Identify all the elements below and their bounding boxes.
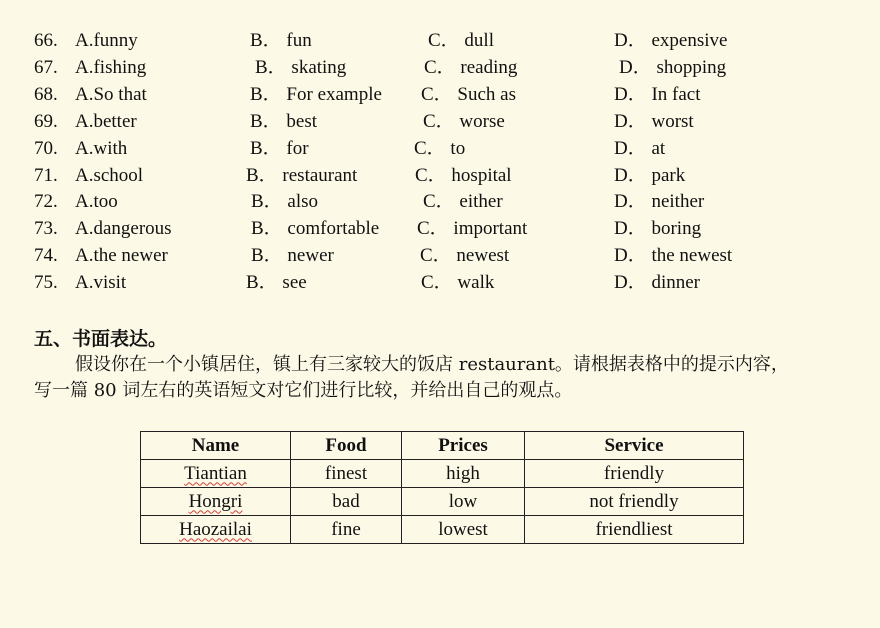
question-number: 68. (34, 83, 58, 105)
option-b: B． for (250, 137, 309, 159)
question-number: 72. (34, 191, 58, 213)
option-d: D． boring (614, 218, 702, 240)
option-d: D． park (614, 164, 686, 186)
option-b: B． also (251, 191, 319, 213)
option-d: D． at (614, 137, 666, 159)
table-row (141, 516, 744, 544)
option-c: C． newest (420, 245, 510, 267)
instruction-line-2: 写一篇 80 词左右的英语短文对它们进行比较，并给出自己的观点。 (34, 380, 573, 401)
option-c: C． hospital (415, 164, 512, 186)
question-number: 75. (34, 272, 58, 294)
option-a: A.So that (75, 83, 147, 105)
option-a: A.dangerous (75, 218, 172, 240)
header-food: Food (291, 432, 402, 460)
option-d: D． the newest (614, 245, 733, 267)
option-b: B． restaurant (246, 164, 358, 186)
table-row (141, 460, 744, 488)
option-a: A.the newer (75, 245, 168, 267)
option-b: B． best (250, 110, 318, 132)
option-b: B． comfortable (251, 218, 380, 240)
option-c: C． to (414, 137, 466, 159)
option-d: D． shopping (619, 56, 727, 78)
cell-food: finest (291, 460, 402, 488)
option-b: B． fun (250, 30, 312, 51)
header-prices: Prices (402, 432, 525, 460)
option-c: C． dull (428, 30, 494, 51)
table-row (141, 488, 744, 516)
section-heading: 五、书面表达。 (34, 328, 168, 350)
cell-name: Hongri (141, 488, 291, 516)
option-b: B． newer (251, 245, 334, 267)
option-d: D． neither (614, 191, 705, 213)
option-c: C． walk (421, 272, 495, 294)
cell-service: friendly (525, 460, 744, 488)
option-c: C． either (423, 191, 503, 213)
option-d: D． worst (614, 110, 694, 132)
question-number: 74. (34, 245, 58, 267)
option-c: C． important (417, 218, 528, 240)
instruction-line-1: 假设你在一个小镇居住，镇上有三家较大的饭店 restaurant。请根据表格中的提示内容， (75, 354, 789, 375)
question-number: 69. (34, 110, 58, 132)
option-a: A.fishing (75, 56, 147, 78)
option-a: A.school (75, 164, 144, 186)
cell-prices: low (402, 488, 525, 516)
option-a: A.visit (75, 272, 127, 294)
cell-service: friendliest (525, 516, 744, 544)
option-a: A.better (75, 110, 137, 132)
option-a: A.too (75, 191, 118, 213)
option-b: B． skating (255, 56, 347, 78)
table-header-row (141, 432, 744, 460)
restaurant-table (140, 431, 744, 544)
option-c: C． Such as (421, 83, 517, 105)
option-d: D． dinner (614, 272, 701, 294)
cell-name: Tiantian (141, 460, 291, 488)
question-number: 71. (34, 164, 58, 186)
header-name: Name (141, 432, 291, 460)
header-service: Service (525, 432, 744, 460)
option-d: D． In fact (614, 83, 701, 105)
option-d: D． expensive (614, 30, 728, 51)
option-c: C． worse (423, 110, 505, 132)
question-number: 73. (34, 218, 58, 240)
cell-service: not friendly (525, 488, 744, 516)
cell-prices: high (402, 460, 525, 488)
cell-prices: lowest (402, 516, 525, 544)
option-c: C． reading (424, 56, 518, 78)
option-a: A.with (75, 137, 128, 159)
question-number: 67. (34, 56, 58, 78)
cell-food: bad (291, 488, 402, 516)
option-b: B． For example (250, 83, 382, 105)
option-b: B． see (246, 272, 307, 294)
question-number: 66. (34, 30, 58, 51)
cell-food: fine (291, 516, 402, 544)
question-number: 70. (34, 137, 58, 159)
cell-name: Haozailai (141, 516, 291, 544)
option-a: A.funny (75, 30, 138, 51)
